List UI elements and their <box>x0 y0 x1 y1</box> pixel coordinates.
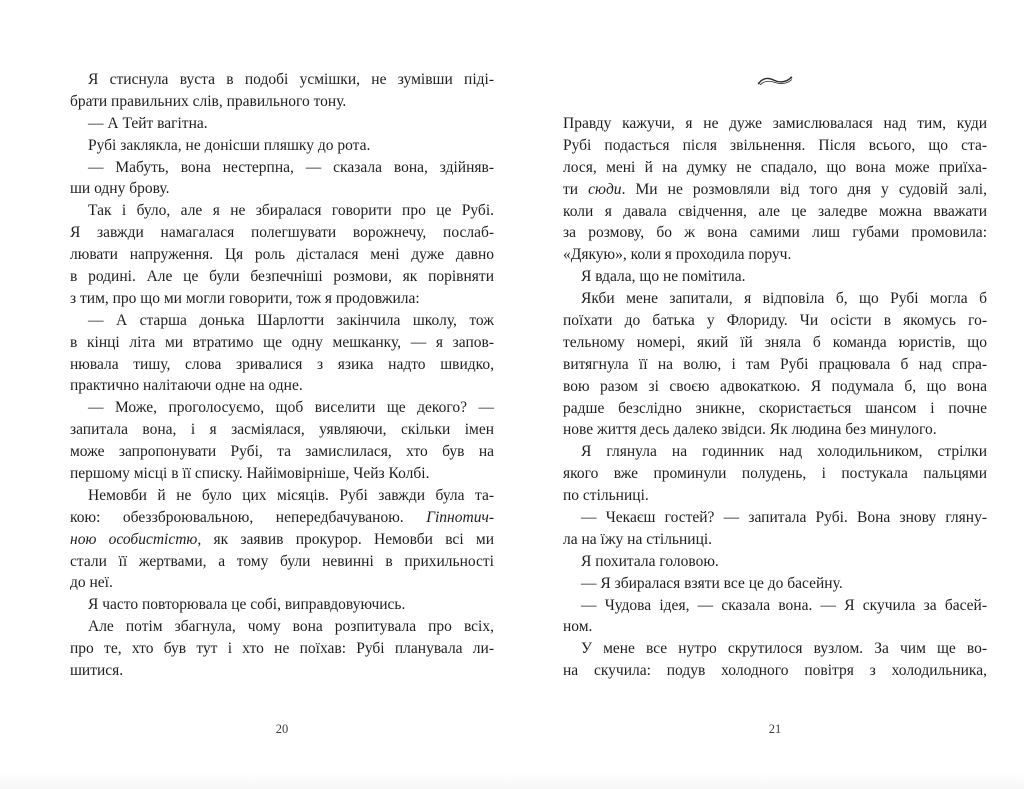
section-break <box>563 72 987 96</box>
page-right-text <box>563 113 987 682</box>
text-line: — Я збиралася взяти все це до басейну. <box>581 574 843 592</box>
text-line: — А Тейт вагітна. <box>88 114 208 132</box>
text-line: ти сюди. Ми не розмовляли від того дня у судовій залі, <box>563 180 987 198</box>
text-line: Правду кажучи, я не дуже замислювалася над тим, куди <box>563 115 987 132</box>
text-line: в кінці літа ми втратимо ще одну мешканку, — я запов- <box>70 333 494 351</box>
text-line: — А старша донька Шарлотти закінчила школу, тож <box>88 311 494 329</box>
text-line: ном. <box>563 618 593 636</box>
text-line: тельному номері, який їй зняла б команда юристів, що <box>563 333 987 351</box>
text-line: ла на їжу на стільниці. <box>563 530 713 548</box>
text-line: Але потім збагнула, чому вона розпитувала про всіх, <box>88 618 494 636</box>
text-line: на скучила: подув холодного повітря з холодильника, <box>563 662 987 680</box>
text-line: по стільниці. <box>563 487 649 505</box>
text-line: — Мабуть, вона нестерпна, — сказала вона, здійняв- <box>88 158 494 176</box>
text-line: за розмову, бо ж вона самими лиш губами промовила: <box>563 224 987 242</box>
text-line: Я завжди намагалася полегшувати ворожнечу, послаб- <box>70 224 494 242</box>
text-line: Я стиснула вуста в подобі усмішки, не зумівши піді- <box>88 71 494 88</box>
text-line: з тим, про що ми могли говорити, тож я продовжила: <box>70 289 420 307</box>
text-line: кою: обеззброювальною, непередбачуваною. Гіпнотич- <box>70 508 494 526</box>
text-line: У мене все нутро скрутилося вузлом. За чим ще во- <box>581 640 987 658</box>
text-line: — Чекаєш гостей? — запитала Рубі. Вона знову гляну- <box>581 509 987 527</box>
text-line: практично налітаючи одне на одне. <box>70 377 303 395</box>
text-line: Немовби й не було цих місяців. Рубі завжди була та- <box>88 486 494 504</box>
text-line: брати правильних слів, правильного тону. <box>70 92 347 110</box>
text-line: витягнула її на волю, і там Рубі працювала б над спра- <box>563 355 987 373</box>
text-line: ши одну брову. <box>70 180 170 198</box>
page-left-text <box>70 69 494 682</box>
text-line: Я вдала, що не помітила. <box>581 268 746 286</box>
text-line: нове життя десь далеко звідси. Як людина без минулого. <box>563 421 937 439</box>
text-line: запитала вона, і я засміялася, уявляючи, скільки імен <box>70 421 494 439</box>
page-number-left: 20 <box>275 722 289 736</box>
text-line: коли я давала свідчення, але це заледве можна вважати <box>563 202 987 220</box>
text-line: лося, мені й на думку не спадало, що вона може приїха- <box>563 158 987 176</box>
text-line: Так і було, але я не збиралася говорити про це Рубі. <box>88 202 494 220</box>
text-line: стали її жертвами, а тому були невинні в прихильності <box>70 552 494 570</box>
page-number-right: 21 <box>768 722 782 736</box>
text-line: Рубі заклякла, не донісши пляшку до рота. <box>88 136 371 154</box>
text-line: до неї. <box>70 574 113 592</box>
text-line: може запропонувати Рубі, та замислилася, хто був на <box>70 443 494 461</box>
text-line: Рубі подасться після звільнення. Після всього, що ста- <box>563 136 987 154</box>
text-line: Якби мене запитали, я відповіла б, що Рубі могла б <box>581 290 987 308</box>
text-line: «Дякую», коли я проходила поруч. <box>563 246 792 264</box>
text-line: якого вже проминули полудень, і постукала пальцями <box>563 465 987 483</box>
bottom-edge <box>0 773 1024 789</box>
text-line: вою разом зі своєю адвокаткою. Я подумала б, що вона <box>563 377 987 395</box>
text-line: про те, хто був тут і хто не поїхав: Рубі планувала ли- <box>70 640 494 658</box>
text-line: Я глянула на годинник над холодильником, стрілки <box>581 443 987 461</box>
text-line: радше безслідно зникне, скористається шансом і почне <box>563 399 987 417</box>
text-line: Я похитала головою. <box>581 552 719 570</box>
text-line: Я часто повторювала це собі, виправдовуючись. <box>88 596 406 614</box>
text-line: першому місці в її списку. Найімовірніше, Чейз Колбі. <box>70 465 430 483</box>
text-line: нювала тишу, слова зривалися з язика надто швидко, <box>70 355 494 373</box>
text-line: поїхати до батька у Флориду. Чи осісти в якомусь го- <box>563 312 987 330</box>
text-line: — Може, проголосуємо, щоб виселити ще декого? — <box>88 399 494 417</box>
text-line: шитися. <box>70 662 124 680</box>
section-break-squiggle-icon <box>755 77 795 94</box>
text-line: лювати напруження. Ця роль дісталася мені дуже давно <box>70 246 494 264</box>
text-line: в родині. Але це були безпечніші розмови, як порівняти <box>70 268 494 286</box>
text-line: — Чудова ідея, — сказала вона. — Я скучила за басей- <box>581 596 987 614</box>
text-line: ною особистістю, як заявив прокурор. Немовби всі ми <box>70 530 494 548</box>
